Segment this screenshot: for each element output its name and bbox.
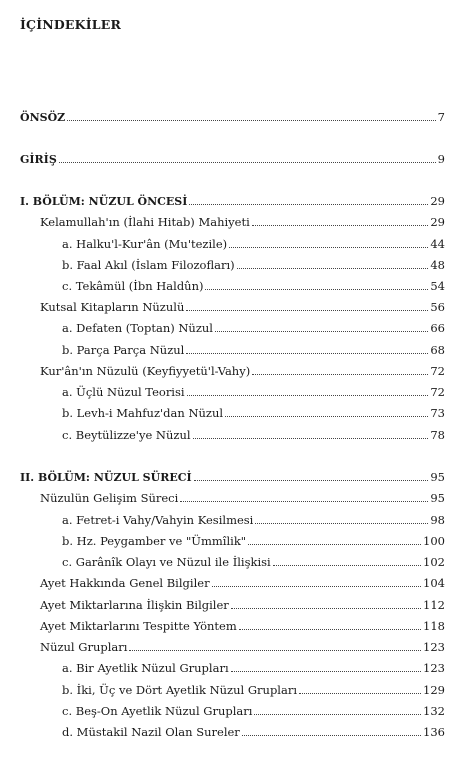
toc-subsection [62, 554, 445, 570]
toc-entry-label: Nüzulün Gelişim Süreci [40, 491, 179, 505]
toc-entry-label: Ayet Miktarlarına İlişkin Bilgiler [40, 598, 229, 612]
toc-entry-label: c. Beytülizze'ye Nüzul [62, 428, 191, 442]
dot-leader [187, 384, 429, 396]
toc-section [40, 639, 445, 655]
toc-entry-page: 123 [423, 640, 445, 654]
dot-leader [237, 257, 429, 269]
dot-leader [231, 660, 421, 672]
toc-subsection [62, 278, 445, 294]
dot-leader [67, 109, 435, 121]
toc-entry-giris [20, 151, 445, 167]
toc-subsection [62, 724, 445, 740]
toc-entry-page: 132 [423, 704, 445, 718]
dot-leader [186, 342, 428, 354]
dot-leader [252, 214, 429, 226]
toc-entry-label: a. Halku'l-Kur'ân (Mu'tezile) [62, 237, 228, 251]
toc-entry-label: Kur'ân'ın Nüzulü (Keyfiyyetü'l-Vahy) [40, 364, 251, 378]
toc-subsection [62, 660, 445, 676]
toc-subsection [62, 427, 445, 443]
toc-entry-page: 56 [430, 300, 445, 314]
toc-entry-page: 104 [423, 576, 445, 590]
toc-entry-page: 136 [423, 725, 445, 739]
toc-subsection [62, 236, 445, 252]
toc-entry-page: 54 [430, 279, 445, 293]
dot-leader [215, 320, 428, 332]
dot-leader [239, 618, 421, 630]
toc-subsection [62, 533, 445, 549]
dot-leader [299, 682, 421, 694]
toc-entry-page: 9 [437, 152, 445, 166]
toc-entry-page: 102 [423, 555, 445, 569]
dot-leader [254, 703, 421, 715]
toc-entry-label: Kelamullah'ın (İlahi Hitab) Mahiyeti [40, 215, 250, 229]
toc-entry-label: b. Parça Parça Nüzul [62, 343, 185, 357]
toc-entry-page: 98 [430, 513, 445, 527]
toc-entry-page: 129 [423, 683, 445, 697]
dot-leader [212, 575, 421, 587]
toc-entry-page: 112 [423, 598, 445, 612]
toc-entry-label: II. BÖLÜM: NÜZUL SÜRECİ [20, 471, 192, 484]
toc-section [40, 597, 445, 613]
toc-entry-label: a. Fetret-i Vahy/Vahyin Kesilmesi [62, 513, 254, 527]
dot-leader [205, 278, 428, 290]
toc-part-1 [20, 193, 445, 209]
toc-entry-label: Ayet Hakkında Genel Bilgiler [40, 576, 210, 590]
dot-leader [59, 151, 436, 163]
toc-section [40, 618, 445, 634]
toc-entry-label: c. Beş-On Ayetlik Nüzul Grupları [62, 704, 253, 718]
toc-entry-page: 72 [430, 385, 445, 399]
dot-leader [255, 512, 428, 524]
toc-section [40, 490, 445, 506]
toc-entry-page: 95 [430, 491, 445, 505]
dot-leader [189, 193, 428, 205]
dot-leader [186, 299, 428, 311]
toc-entry-page: 29 [430, 215, 445, 229]
toc-subsection [62, 342, 445, 358]
toc-subsection [62, 405, 445, 421]
toc-entry-label: a. Bir Ayetlik Nüzul Grupları [62, 661, 229, 675]
dot-leader [273, 554, 421, 566]
toc-entry-label: b. Hz. Peygamber ve "Ümmîlik" [62, 534, 247, 548]
toc-subsection [62, 384, 445, 400]
toc-entry-page: 29 [430, 194, 445, 208]
toc-entry-label: Kutsal Kitapların Nüzulü [40, 300, 185, 314]
dot-leader [129, 639, 421, 651]
toc-entry-page: 66 [430, 321, 445, 335]
toc-subsection [62, 257, 445, 273]
toc-entry-label: b. Faal Akıl (İslam Filozofları) [62, 258, 235, 272]
dot-leader [231, 597, 421, 609]
toc-entry-label: a. Defaten (Toptan) Nüzul [62, 321, 213, 335]
dot-leader [180, 490, 428, 502]
toc-section [40, 299, 445, 315]
toc-entry-label: GİRİŞ [20, 153, 57, 166]
toc-entry-page: 100 [423, 534, 445, 548]
toc-subsection [62, 703, 445, 719]
dot-leader [193, 427, 429, 439]
toc-entry-page: 7 [437, 110, 445, 124]
dot-leader [229, 236, 428, 248]
dot-leader [242, 724, 421, 736]
toc-subsection [62, 512, 445, 528]
dot-leader [225, 405, 428, 417]
toc-entry-page: 48 [430, 258, 445, 272]
toc-entry-page: 118 [423, 619, 445, 633]
toc-entry-label: c. Tekâmül (İbn Haldûn) [62, 279, 204, 293]
page-title: İÇİNDEKİLER [20, 17, 122, 32]
toc-entry-label: Nüzul Grupları [40, 640, 128, 654]
toc-subsection [62, 320, 445, 336]
toc-entry-label: d. Müstakil Nazil Olan Sureler [62, 725, 240, 739]
dot-leader [194, 469, 429, 481]
toc-entry-label: Ayet Miktarlarını Tespitte Yöntem [40, 619, 237, 633]
toc-entry-label: b. Levh-i Mahfuz'dan Nüzul [62, 406, 224, 420]
toc-subsection [62, 682, 445, 698]
toc-entry-page: 78 [430, 428, 445, 442]
toc-entry-onsoz [20, 109, 445, 125]
toc-entry-page: 123 [423, 661, 445, 675]
toc-entry-page: 73 [430, 406, 445, 420]
toc-entry-page: 44 [430, 237, 445, 251]
toc-section [40, 575, 445, 591]
toc-entry-label: a. Üçlü Nüzul Teorisi [62, 385, 185, 399]
toc-section [40, 214, 445, 230]
toc-entry-label: c. Garânîk Olayı ve Nüzul ile İlişkisi [62, 555, 271, 569]
dot-leader [252, 363, 428, 375]
toc-part-2 [20, 469, 445, 485]
toc-entry-label: ÖNSÖZ [20, 111, 66, 124]
toc-entry-label: I. BÖLÜM: NÜZUL ÖNCESİ [20, 195, 188, 208]
toc-entry-page: 72 [430, 364, 445, 378]
dot-leader [248, 533, 421, 545]
toc-entry-page: 68 [430, 343, 445, 357]
toc-section [40, 363, 445, 379]
toc-entry-label: b. İki, Üç ve Dört Ayetlik Nüzul Grupları [62, 683, 298, 697]
toc-entry-page: 95 [430, 470, 445, 484]
